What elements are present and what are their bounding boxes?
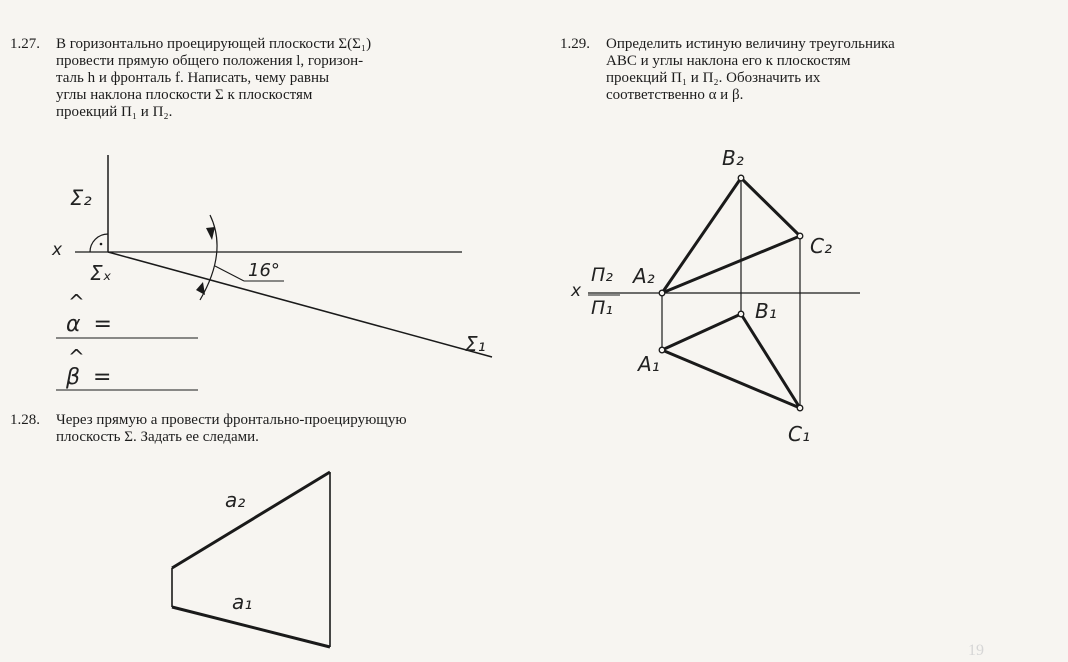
page-number: 19 [968, 642, 984, 659]
problem-1-28-line-2: плоскость Σ. Задать ее следами. [56, 429, 259, 445]
label-pi2: Π₂ [591, 264, 613, 286]
label-sigmax: Σₓ [90, 261, 112, 285]
angle-leader [215, 266, 244, 281]
label-beta: β = [66, 365, 115, 390]
alpha-hat: ^ [68, 290, 85, 314]
label-pi1: Π₁ [591, 297, 613, 319]
beta-hat: ^ [68, 345, 85, 369]
label-C1: C₁ [788, 422, 810, 446]
label-sigma2: Σ₂ [70, 186, 92, 210]
problem-1-27-line-5: проекций Π₁ и Π₂. [56, 104, 173, 120]
problem-1-29-line-3: проекций Π₁ и Π₂. Обозначить их [606, 70, 821, 86]
point-B1 [738, 311, 744, 317]
label-a1: a₁ [232, 590, 253, 614]
problem-1-29-line-1: Определить истиную величину треугольника [606, 36, 895, 52]
label-angle-16: 16° [248, 260, 280, 281]
label-A2: A₂ [633, 264, 655, 288]
problem-1-29-line-4: соответственно α и β. [606, 87, 744, 103]
label-C2: C₂ [810, 234, 832, 258]
label-B1: B₁ [755, 299, 777, 323]
triangle-top-projection [662, 314, 800, 408]
label-sigma1: Σ₁ [465, 332, 486, 356]
point-A1 [659, 347, 665, 353]
sigma1-trace [108, 252, 492, 357]
label-x-1-29: x [571, 281, 582, 301]
angle-arrow-top [206, 227, 215, 240]
diagram-1-28 [172, 472, 330, 647]
problem-1-29-number: 1.29. [560, 36, 590, 52]
label-B2: B₂ [722, 146, 744, 170]
label-x-1-27: x [52, 240, 63, 260]
problem-1-28-number: 1.28. [10, 412, 40, 428]
line-a2 [172, 472, 330, 568]
problem-1-28-line-1: Через прямую a провести фронтально-проецирующую [56, 412, 407, 428]
point-C1 [797, 405, 803, 411]
label-alpha: α = [66, 312, 115, 337]
problem-1-27-line-1: В горизонтально проецирующей плоскости Σ(Σ₁) [56, 36, 372, 52]
right-angle-dot [100, 243, 103, 246]
problem-1-27-number: 1.27. [10, 36, 40, 52]
label-A1: A₁ [638, 352, 660, 376]
problem-1-27-line-2: провести прямую общего положения l, горизон- [56, 53, 364, 69]
angle-arrow-bottom [196, 282, 205, 295]
problem-1-27-line-4: углы наклона плоскости Σ к плоскостям [56, 87, 313, 103]
point-C2 [797, 233, 803, 239]
point-B2 [738, 175, 744, 181]
problem-1-29-line-2: ABC и углы наклона его к плоскостям [606, 53, 851, 69]
problem-1-27-line-3: таль h и фронталь f. Написать, чему равны [56, 70, 330, 86]
point-A2 [659, 290, 665, 296]
triangle-front-projection [662, 178, 800, 293]
right-angle-arc [90, 234, 108, 252]
label-a2: a₂ [225, 488, 246, 512]
diagram-1-29 [588, 175, 860, 411]
